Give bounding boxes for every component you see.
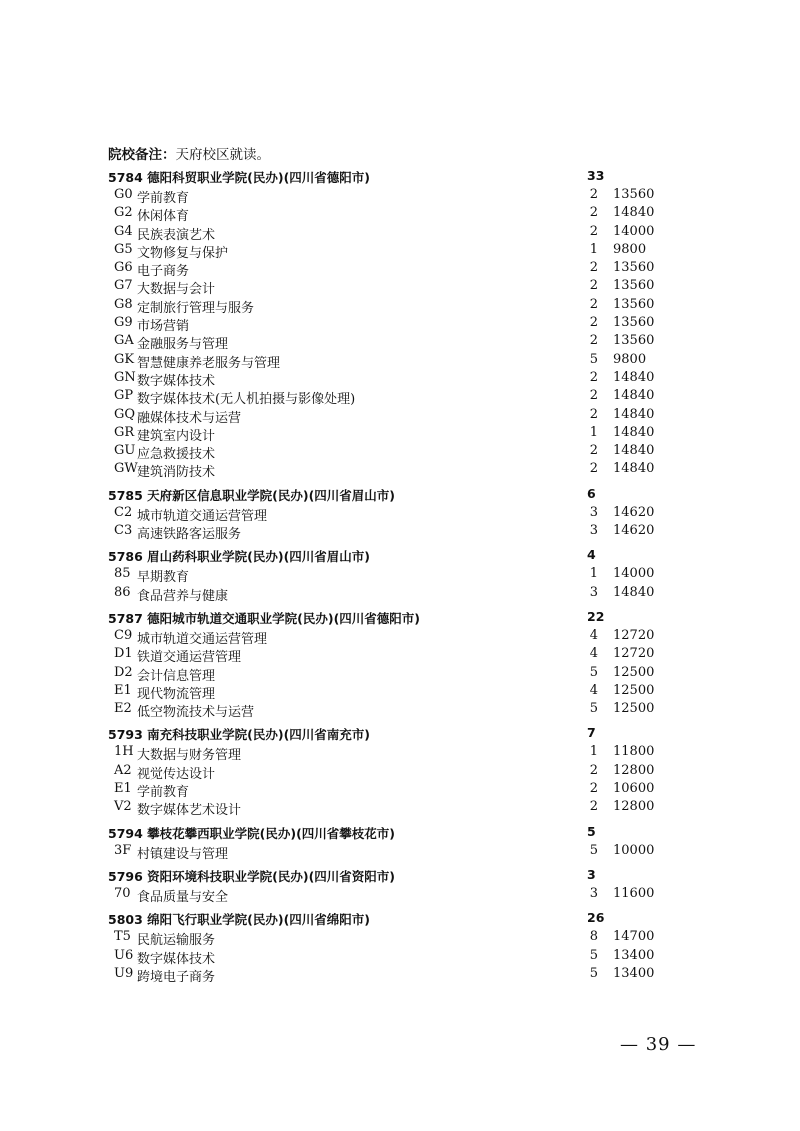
major-code: GP bbox=[114, 388, 134, 404]
major-fee: 14840 bbox=[613, 406, 655, 422]
major-name: 智慧健康养老服务与管理 bbox=[137, 355, 281, 371]
major-row bbox=[108, 204, 668, 225]
major-count: 3 bbox=[589, 504, 598, 520]
major-name: 市场营销 bbox=[137, 319, 190, 335]
major-name: 铁道交通运营管理 bbox=[137, 650, 242, 666]
school-name: 5803 绵阳飞行职业学院(民办)(四川省绵阳市) bbox=[108, 912, 370, 928]
major-code: D1 bbox=[114, 646, 133, 662]
major-row bbox=[108, 885, 668, 903]
major-count: 5 bbox=[589, 351, 598, 367]
major-row bbox=[108, 351, 668, 369]
major-name: 学前教育 bbox=[137, 785, 190, 801]
major-code: G2 bbox=[114, 205, 133, 221]
major-count: 5 bbox=[589, 947, 598, 963]
major-row bbox=[108, 186, 668, 204]
major-row bbox=[108, 743, 668, 764]
school-total: 3 bbox=[587, 866, 596, 882]
school-name: 5794 攀枝花攀西职业学院(民办)(四川省攀枝花市) bbox=[108, 825, 395, 841]
major-fee: 13560 bbox=[613, 260, 655, 276]
major-code: 86 bbox=[114, 584, 131, 600]
school-total: 5 bbox=[587, 823, 596, 839]
major-count: 5 bbox=[589, 701, 598, 717]
major-count: 2 bbox=[589, 260, 598, 276]
major-fee: 13560 bbox=[613, 187, 655, 202]
major-row bbox=[108, 241, 668, 259]
major-row bbox=[108, 369, 668, 387]
major-row bbox=[108, 332, 668, 353]
major-code: G7 bbox=[114, 278, 133, 294]
major-fee: 11600 bbox=[613, 885, 655, 901]
major-row bbox=[108, 314, 668, 335]
major-name: 休闲体育 bbox=[137, 209, 190, 225]
major-fee: 13400 bbox=[613, 965, 655, 981]
major-row bbox=[108, 928, 668, 949]
school-total: 6 bbox=[587, 485, 596, 501]
major-count: 4 bbox=[589, 627, 598, 643]
school-header bbox=[108, 822, 668, 842]
major-count: 2 bbox=[589, 762, 598, 778]
major-name: 高速铁路客运服务 bbox=[137, 527, 242, 543]
major-name: 金融服务与管理 bbox=[137, 337, 229, 353]
major-count: 1 bbox=[589, 744, 598, 760]
major-fee: 9800 bbox=[613, 241, 647, 257]
major-count: 3 bbox=[589, 523, 598, 539]
major-code: G0 bbox=[114, 187, 133, 202]
major-name: 现代物流管理 bbox=[137, 686, 216, 702]
school-header bbox=[108, 908, 668, 928]
major-fee: 12800 bbox=[613, 762, 655, 778]
major-count: 5 bbox=[589, 664, 598, 680]
major-name: 民族表演艺术 bbox=[137, 227, 216, 243]
major-count: 2 bbox=[589, 799, 598, 815]
major-row bbox=[108, 627, 668, 645]
major-count: 2 bbox=[589, 187, 598, 202]
note-label: 院校备注： bbox=[108, 147, 176, 163]
school-total: 33 bbox=[587, 168, 605, 183]
major-row bbox=[108, 259, 668, 280]
major-count: 1 bbox=[589, 566, 598, 582]
school-header bbox=[108, 484, 668, 504]
major-fee: 14620 bbox=[613, 504, 655, 520]
major-name: 民航运输服务 bbox=[137, 933, 216, 949]
major-name: 村镇建设与管理 bbox=[137, 846, 229, 862]
major-fee: 10000 bbox=[613, 842, 655, 858]
major-count: 2 bbox=[589, 388, 598, 404]
major-code: C9 bbox=[114, 627, 133, 643]
major-count: 1 bbox=[589, 424, 598, 440]
school-name: 5793 南充科技职业学院(民办)(四川省南充市) bbox=[108, 727, 370, 743]
major-row bbox=[108, 664, 668, 682]
major-fee: 9800 bbox=[613, 351, 647, 367]
major-code: GK bbox=[114, 351, 135, 367]
major-row bbox=[108, 424, 668, 442]
major-fee: 14840 bbox=[613, 461, 655, 477]
major-name: 建筑室内设计 bbox=[137, 428, 216, 444]
school-total: 22 bbox=[587, 608, 605, 624]
major-code: 1H bbox=[114, 744, 134, 760]
major-row bbox=[108, 387, 668, 408]
major-code: G8 bbox=[114, 296, 133, 312]
major-name: 数字媒体技术 bbox=[137, 951, 216, 967]
major-fee: 13560 bbox=[613, 296, 655, 312]
major-code: E2 bbox=[114, 701, 132, 717]
major-code: GW bbox=[114, 461, 138, 477]
major-name: 早期教育 bbox=[137, 570, 190, 586]
major-code: T5 bbox=[114, 929, 131, 945]
major-row bbox=[108, 406, 668, 424]
major-name: 大数据与会计 bbox=[137, 282, 216, 298]
major-code: G6 bbox=[114, 260, 133, 276]
major-row bbox=[108, 965, 668, 983]
major-count: 5 bbox=[589, 965, 598, 981]
major-row bbox=[108, 460, 668, 481]
school-header bbox=[108, 166, 668, 186]
major-fee: 12500 bbox=[613, 682, 655, 698]
major-name: 会计信息管理 bbox=[137, 668, 216, 684]
major-fee: 12720 bbox=[613, 646, 655, 662]
major-code: U6 bbox=[114, 947, 134, 963]
major-name: 跨境电子商务 bbox=[137, 969, 216, 985]
major-fee: 13560 bbox=[613, 278, 655, 294]
major-fee: 11800 bbox=[613, 744, 655, 760]
major-fee: 14000 bbox=[613, 566, 655, 582]
major-count: 2 bbox=[589, 443, 598, 459]
major-count: 5 bbox=[589, 842, 598, 858]
major-row bbox=[108, 798, 668, 819]
major-row bbox=[108, 762, 668, 780]
major-count: 4 bbox=[589, 682, 598, 698]
school-total: 26 bbox=[587, 910, 605, 926]
major-code: D2 bbox=[114, 664, 133, 680]
major-code: GA bbox=[114, 333, 134, 349]
major-fee: 14840 bbox=[613, 584, 655, 600]
major-fee: 14840 bbox=[613, 424, 655, 440]
major-name: 学前教育 bbox=[137, 191, 190, 206]
major-count: 4 bbox=[589, 646, 598, 662]
major-fee: 13400 bbox=[613, 947, 655, 963]
school-name: 5796 资阳环境科技职业学院(民办)(四川省资阳市) bbox=[108, 868, 395, 884]
major-count: 2 bbox=[589, 223, 598, 239]
major-code: G5 bbox=[114, 241, 133, 257]
major-row bbox=[108, 522, 668, 543]
major-code: G9 bbox=[114, 315, 133, 331]
note-text: 天府校区就读。 bbox=[175, 147, 270, 163]
major-fee: 14840 bbox=[613, 205, 655, 221]
major-count: 3 bbox=[589, 584, 598, 600]
major-fee: 12500 bbox=[613, 701, 655, 717]
major-count: 2 bbox=[589, 296, 598, 312]
major-count: 2 bbox=[589, 461, 598, 477]
major-code: E1 bbox=[114, 781, 132, 797]
school-header bbox=[108, 545, 668, 565]
major-name: 建筑消防技术 bbox=[137, 465, 216, 481]
major-row bbox=[108, 947, 668, 965]
school-list bbox=[108, 166, 668, 983]
major-fee: 14620 bbox=[613, 523, 655, 539]
major-name: 大数据与财务管理 bbox=[137, 748, 242, 764]
major-name: 低空物流技术与运营 bbox=[137, 705, 255, 721]
page-number: — 39 — bbox=[620, 1034, 697, 1055]
school-header bbox=[108, 607, 668, 627]
major-code: A2 bbox=[114, 762, 132, 778]
major-name: 文物修复与保护 bbox=[137, 245, 229, 261]
major-code: GQ bbox=[114, 406, 136, 422]
major-count: 2 bbox=[589, 333, 598, 349]
major-name: 数字媒体技术(无人机拍摄与影像处理) bbox=[137, 392, 356, 408]
major-code: C3 bbox=[114, 523, 133, 539]
major-fee: 14840 bbox=[613, 443, 655, 459]
major-name: 城市轨道交通运营管理 bbox=[137, 508, 268, 524]
major-name: 食品营养与健康 bbox=[137, 588, 229, 604]
major-code: C2 bbox=[114, 504, 133, 520]
major-code: GN bbox=[114, 369, 136, 385]
major-row bbox=[108, 504, 668, 522]
major-row bbox=[108, 584, 668, 602]
major-fee: 12500 bbox=[613, 664, 655, 680]
major-row bbox=[108, 565, 668, 586]
major-code: 85 bbox=[114, 566, 131, 582]
major-count: 2 bbox=[589, 205, 598, 221]
major-fee: 14840 bbox=[613, 369, 655, 385]
major-row bbox=[108, 700, 668, 721]
major-name: 融媒体技术与运营 bbox=[137, 410, 242, 426]
major-name: 城市轨道交通运营管理 bbox=[137, 631, 268, 647]
major-code: E1 bbox=[114, 682, 132, 698]
school-name: 5785 天府新区信息职业学院(民办)(四川省眉山市) bbox=[108, 487, 395, 503]
school-total: 7 bbox=[587, 725, 596, 741]
major-row bbox=[108, 442, 668, 463]
school-name: 5787 德阳城市轨道交通职业学院(民办)(四川省德阳市) bbox=[108, 610, 420, 626]
major-code: 70 bbox=[114, 885, 131, 901]
major-name: 视觉传达设计 bbox=[137, 766, 216, 782]
major-count: 2 bbox=[589, 278, 598, 294]
major-fee: 14000 bbox=[613, 223, 655, 239]
major-count: 1 bbox=[589, 241, 598, 257]
major-row bbox=[108, 296, 668, 314]
major-code: 3F bbox=[114, 842, 132, 858]
major-row bbox=[108, 780, 668, 801]
school-header bbox=[108, 723, 668, 743]
major-name: 定制旅行管理与服务 bbox=[137, 300, 255, 316]
school-name: 5786 眉山药科职业学院(民办)(四川省眉山市) bbox=[108, 549, 370, 565]
school-name: 5784 德阳科贸职业学院(民办)(四川省德阳市) bbox=[108, 170, 370, 185]
major-count: 2 bbox=[589, 781, 598, 797]
major-row bbox=[108, 645, 668, 666]
major-name: 应急救援技术 bbox=[137, 447, 216, 463]
major-fee: 10600 bbox=[613, 781, 655, 797]
major-name: 电子商务 bbox=[137, 264, 190, 280]
major-name: 数字媒体技术 bbox=[137, 373, 216, 389]
major-row bbox=[108, 842, 668, 860]
major-fee: 14700 bbox=[613, 929, 655, 945]
major-row bbox=[108, 682, 668, 700]
major-fee: 12800 bbox=[613, 799, 655, 815]
major-code: V2 bbox=[114, 799, 132, 815]
school-header bbox=[108, 865, 668, 885]
major-code: G4 bbox=[114, 223, 133, 239]
major-count: 2 bbox=[589, 406, 598, 422]
major-name: 食品质量与安全 bbox=[137, 889, 229, 905]
school-note bbox=[108, 143, 270, 163]
major-code: GU bbox=[114, 443, 136, 459]
major-row bbox=[108, 277, 668, 298]
major-code: GR bbox=[114, 424, 135, 440]
major-name: 数字媒体艺术设计 bbox=[137, 803, 242, 819]
major-row bbox=[108, 223, 668, 241]
major-fee: 13560 bbox=[613, 315, 655, 331]
major-count: 8 bbox=[589, 929, 598, 945]
major-fee: 14840 bbox=[613, 388, 655, 404]
major-code: U9 bbox=[114, 965, 134, 981]
major-count: 3 bbox=[589, 885, 598, 901]
major-fee: 12720 bbox=[613, 627, 655, 643]
major-count: 2 bbox=[589, 369, 598, 385]
school-total: 4 bbox=[587, 547, 596, 563]
major-count: 2 bbox=[589, 315, 598, 331]
major-fee: 13560 bbox=[613, 333, 655, 349]
